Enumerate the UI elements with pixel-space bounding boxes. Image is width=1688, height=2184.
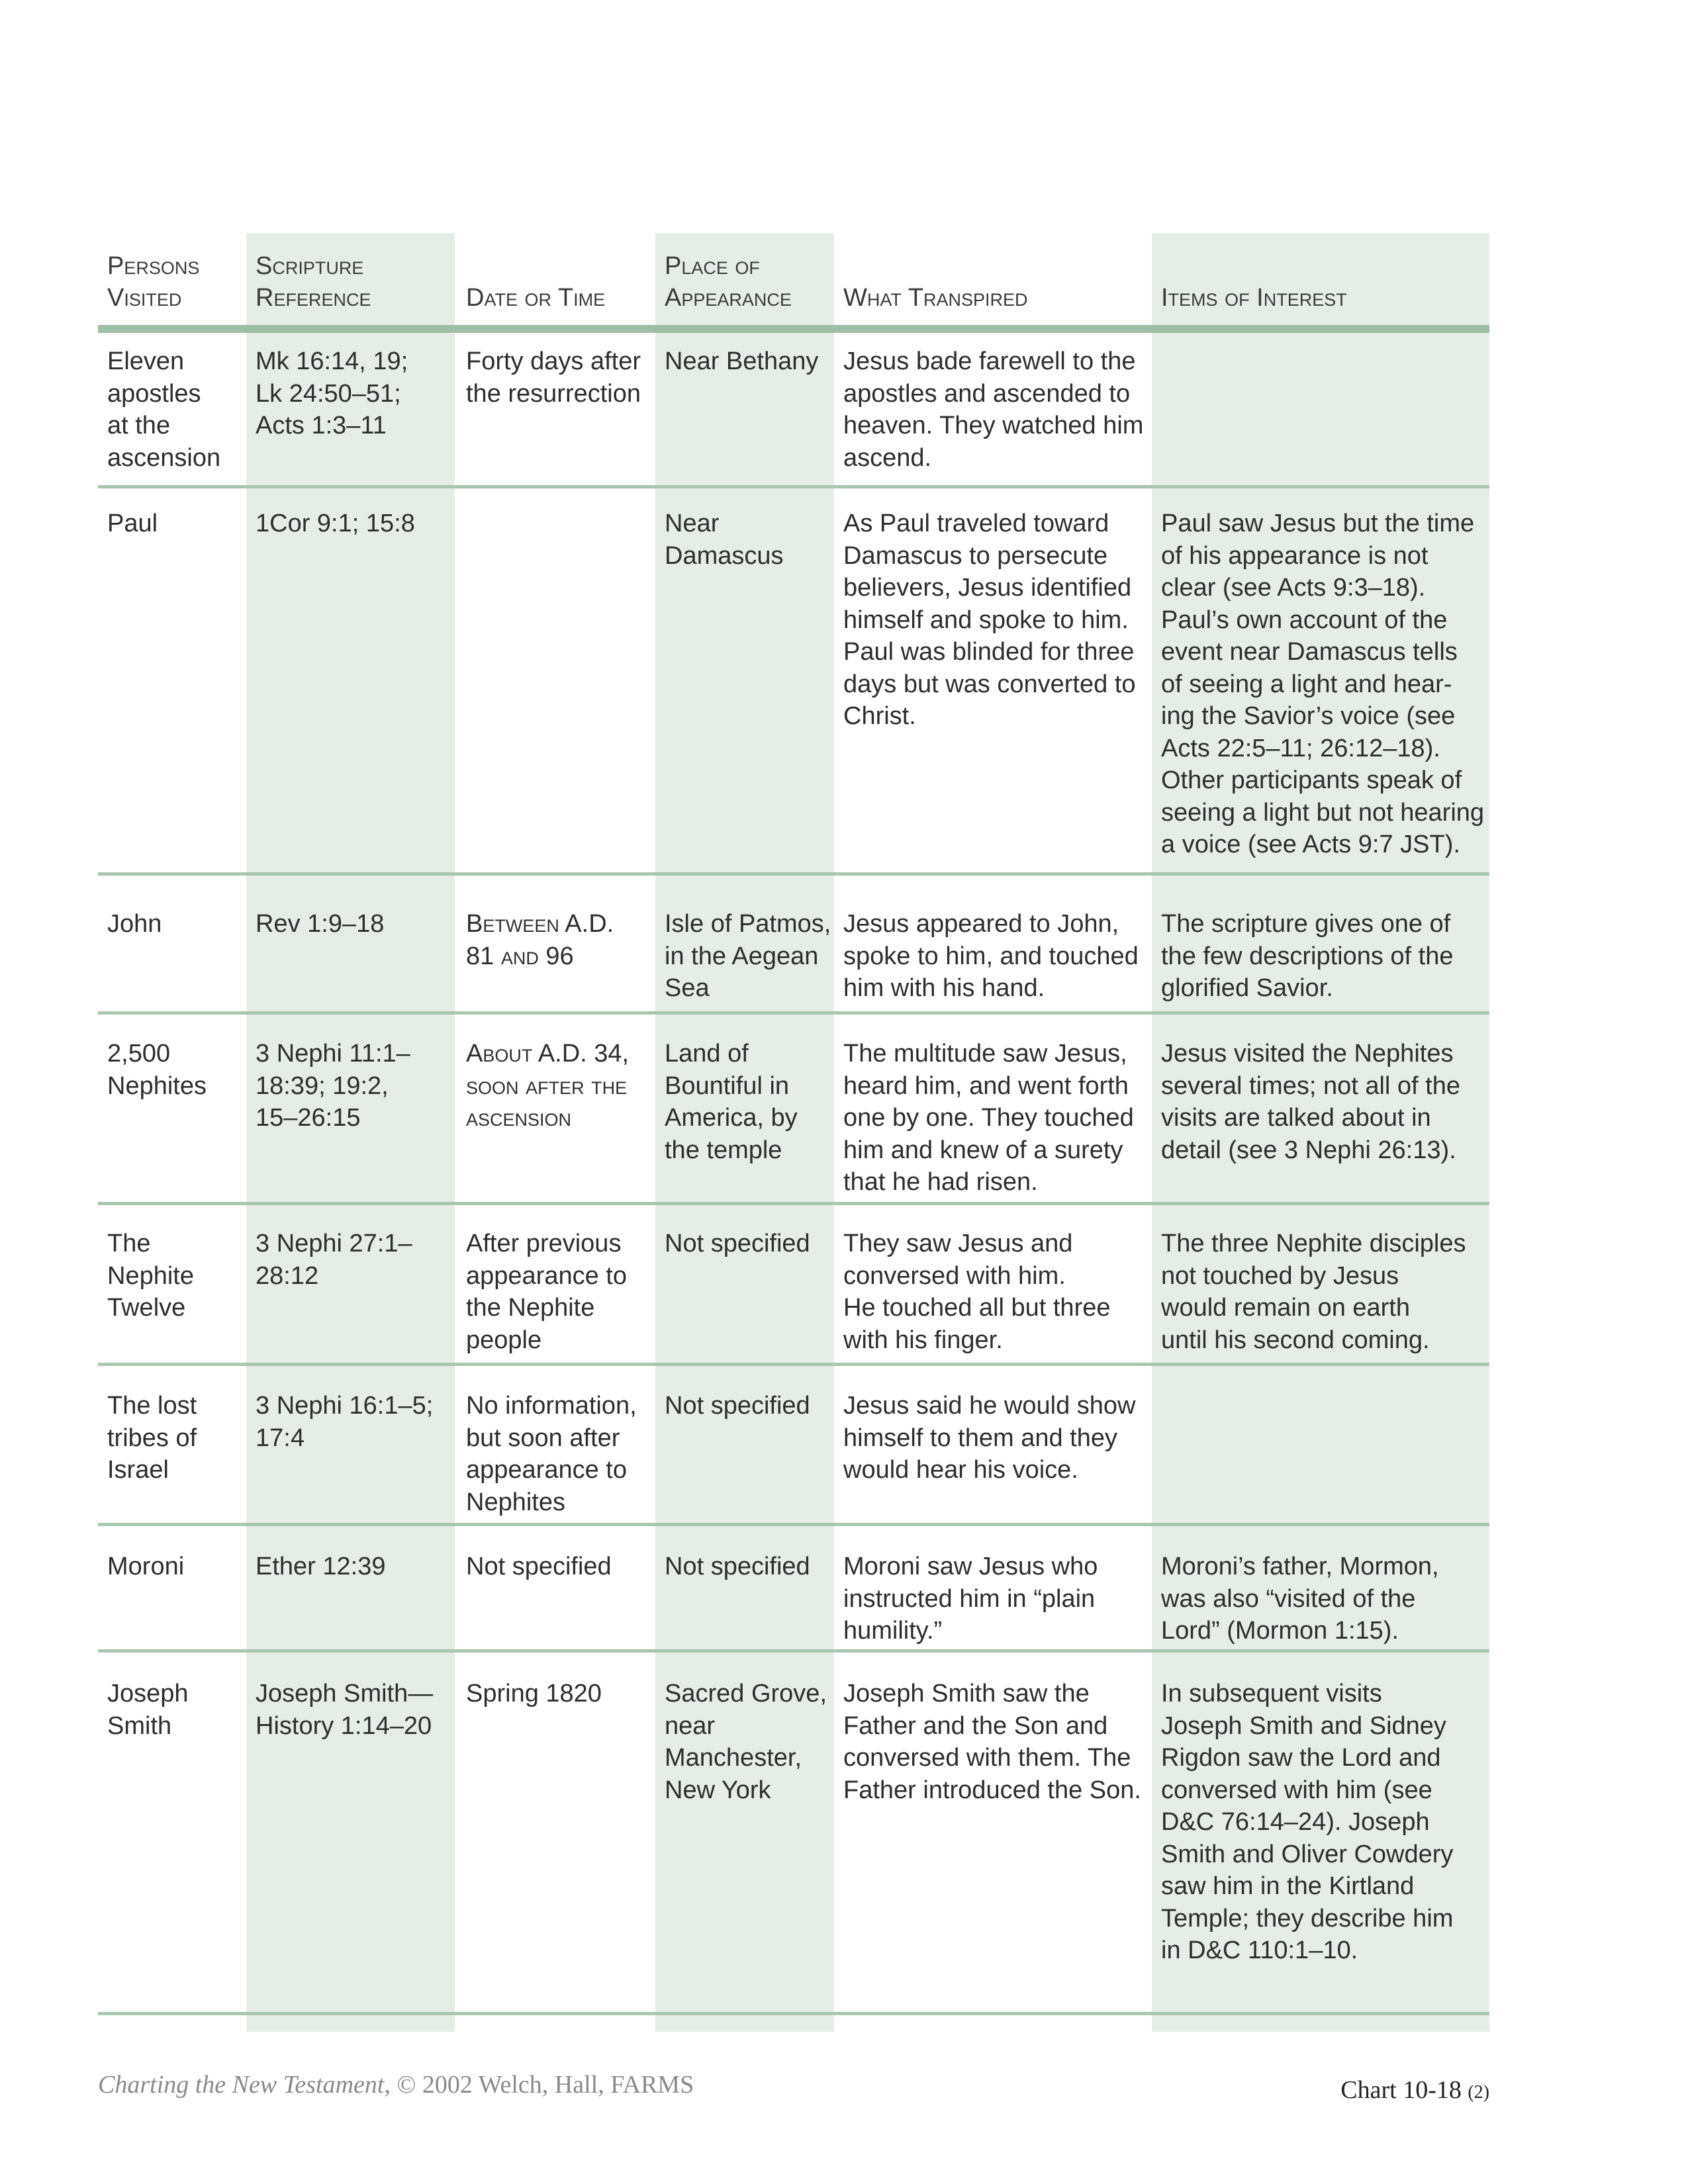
footer-book-title: Charting the New Testament, <box>98 2071 391 2099</box>
cell-what: Jesus appeared to John, spoke to him, and touched him with his hand. <box>843 910 1139 1002</box>
cell-items: The scripture gives one of the few descriptions of the glorified Savior. <box>1161 910 1454 1002</box>
row-divider <box>98 485 1489 488</box>
cell-place: Land of Bountiful in America, by the temple <box>665 1040 798 1164</box>
cell-what: They saw Jesus and conversed with him. He touched all but three with his finger. <box>843 1230 1111 1354</box>
cell-date: No information, but soon after appearance to Nephites <box>466 1392 637 1516</box>
cell-what: As Paul traveled toward Damascus to persecute believers, Jesus identified himself and spoke to him. Paul was blinded for three days but was converted to Christ. <box>843 510 1136 730</box>
cell-items: Paul saw Jesus but the time of his appearance is not clear (see Acts 9:3–18). Paul’s own account of the event near Damascus tells of seeing a light and hear- ing the Savior’s voice (see Acts 22:5–11; 26:12–18). Other participants speak of seeing a light but not hearing a voice (see Acts 9:7 JST). <box>1161 510 1485 858</box>
cell-what: Moroni saw Jesus who instructed him in “plain humility.” <box>843 1553 1098 1645</box>
cell-date: Not specified <box>466 1553 612 1580</box>
cell-date: Forty days after the resurrection <box>466 347 641 408</box>
cell-place: Not specified <box>665 1392 810 1420</box>
cell-items: Moroni’s father, Mormon, was also “visited of the Lord” (Mormon 1:15). <box>1161 1553 1439 1645</box>
cell-scripture: 1Cor 9:1; 15:8 <box>256 510 415 537</box>
cell-persons: Moroni <box>107 1553 185 1580</box>
cell-date: Between A.D. 81 and 96 <box>466 910 614 970</box>
footer-citation <box>98 2070 694 2099</box>
cell-place: Not specified <box>665 1230 810 1257</box>
cell-what: The multitude saw Jesus, heard him, and went forth one by one. They touched him and knew of a surety that he had risen. <box>843 1040 1134 1196</box>
header-date-or-time: Date or Time <box>466 284 606 312</box>
cell-place: Sacred Grove, near Manchester, New York <box>665 1680 827 1804</box>
cell-date: Spring 1820 <box>466 1680 602 1707</box>
cell-scripture: Ether 12:39 <box>256 1553 386 1580</box>
row-divider <box>98 1363 1489 1366</box>
row-divider <box>98 872 1489 876</box>
cell-persons: The lost tribes of Israel <box>107 1392 197 1484</box>
cell-persons: Paul <box>107 510 158 537</box>
cell-persons: The Nephite Twelve <box>107 1230 194 1322</box>
cell-scripture: Mk 16:14, 19; Lk 24:50–51; Acts 1:3–11 <box>256 347 408 439</box>
chart-label: Chart 10-18 <box>1340 2076 1462 2104</box>
cell-what: Joseph Smith saw the Father and the Son and conversed with them. The Father introduced the Son. <box>843 1680 1141 1804</box>
row-divider <box>98 1202 1489 1205</box>
header-persons-visited: Persons Visited <box>107 252 200 312</box>
cell-scripture: 3 Nephi 16:1–5; 17:4 <box>256 1392 434 1452</box>
cell-date: After previous appearance to the Nephite people <box>466 1230 627 1354</box>
cell-items: Jesus visited the Nephites several times; not all of the visits are talked about in detail (see 3 Nephi 26:13). <box>1161 1040 1460 1164</box>
cell-place: Near Damascus <box>665 510 784 570</box>
footer-chart-number <box>1340 2075 1489 2105</box>
cell-items: In subsequent visits Joseph Smith and Sidney Rigdon saw the Lord and conversed with him (see D&C 76:14–24). Joseph Smith and Oliver Cowdery saw him in the Kirtland Temple; they describe him in D&C 110:1–10. <box>1161 1680 1454 1964</box>
cell-persons: Joseph Smith <box>107 1680 189 1740</box>
cell-persons: John <box>107 910 162 938</box>
footer-copyright: © 2002 Welch, Hall, FARMS <box>397 2071 694 2099</box>
row-divider <box>98 1523 1489 1526</box>
header-place-of-appearance: Place of Appearance <box>665 252 792 312</box>
cell-scripture: Joseph Smith— History 1:14–20 <box>256 1680 434 1740</box>
row-divider <box>98 1011 1489 1015</box>
cell-scripture: Rev 1:9–18 <box>256 910 385 938</box>
cell-persons: Eleven apostles at the ascension <box>107 347 221 472</box>
header-divider <box>98 325 1489 333</box>
cell-persons: 2,500 Nephites <box>107 1040 207 1100</box>
cell-items: The three Nephite disciples not touched by Jesus would remain on earth until his second coming. <box>1161 1230 1466 1354</box>
header-what-transpired: What Transpired <box>843 284 1028 312</box>
header-scripture-reference: Scripture Reference <box>256 252 371 312</box>
cell-place: Isle of Patmos, in the Aegean Sea <box>665 910 831 1002</box>
cell-place: Near Bethany <box>665 347 819 375</box>
chart-page: (2) <box>1468 2082 1489 2103</box>
cell-place: Not specified <box>665 1553 810 1580</box>
cell-scripture: 3 Nephi 27:1– 28:12 <box>256 1230 412 1290</box>
cell-scripture: 3 Nephi 11:1– 18:39; 19:2, 15–26:15 <box>256 1040 410 1132</box>
cell-what: Jesus said he would show himself to them and they would hear his voice. <box>843 1392 1136 1484</box>
cell-what: Jesus bade farewell to the apostles and ascended to heaven. They watched him ascend. <box>843 347 1144 472</box>
cell-date: About A.D. 34, soon after the ascension <box>466 1040 630 1132</box>
row-divider <box>98 1649 1489 1653</box>
row-divider <box>98 2012 1489 2015</box>
header-items-of-interest: Items of Interest <box>1161 284 1347 312</box>
